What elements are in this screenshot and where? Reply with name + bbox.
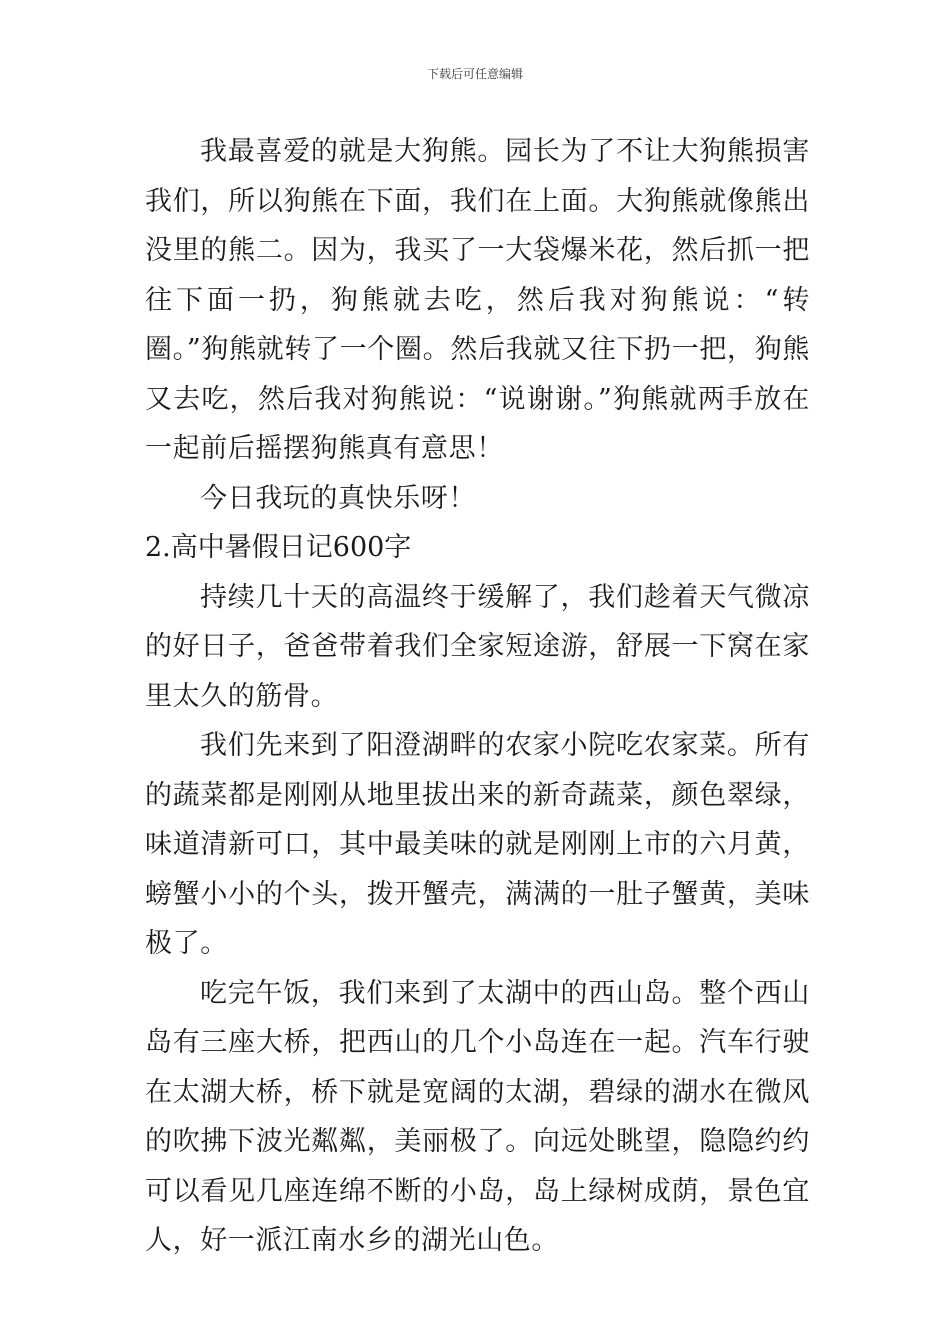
paragraph-trip-intro: 持续几十天的高温终于缓解了，我们趁着天气微凉的好日子，爸爸带着我们全家短途游，舒展一下窝在家里太久的筋骨。 [145,581,810,712]
page-header: 下载后可任意编辑 [426,67,523,81]
paragraph-farm-lunch: 我们先来到了阳澄湖畔的农家小院吃农家菜。所有的蔬菜都是刚刚从地里拔出来的新奇蔬菜，颜色翠绿，味道清新可口，其中最美味的就是刚刚上市的六月黄，螃蟹小小的个头，拨开蟹壳，满满的一肚子蟹黄，美味极了。 [145,730,810,959]
paragraph-happy-day: 今日我玩的真快乐呀！ [200,482,476,514]
section-heading: 2.高中暑假日记600字 [145,532,412,563]
document-body [145,127,810,1266]
paragraph-bear: 我最喜爱的就是大狗熊。园长为了不让大狗熊损害我们，所以狗熊在下面，我们在上面。大狗熊就像熊出没里的熊二。因为，我买了一大袋爆米花，然后抓一把往下面一扔，狗熊就去吃，然后我对狗熊说：“转圈。”狗熊就转了一个圈。然后我就又往下扔一把，狗熊又去吃，然后我对狗熊说：“说谢谢。”狗熊就两手放在一起前后摇摆狗熊真有意思！ [145,136,810,464]
paragraph-xishan-island: 吃完午饭，我们来到了太湖中的西山岛。整个西山岛有三座大桥，把西山的几个小岛连在一起。汽车行驶在太湖大桥，桥下就是宽阔的太湖，碧绿的湖水在微风的吹拂下波光粼粼，美丽极了。向远处眺望，隐隐约约可以看见几座连绵不断的小岛，岛上绿树成荫，景色宜人，好一派江南水乡的湖光山色。 [145,977,810,1256]
